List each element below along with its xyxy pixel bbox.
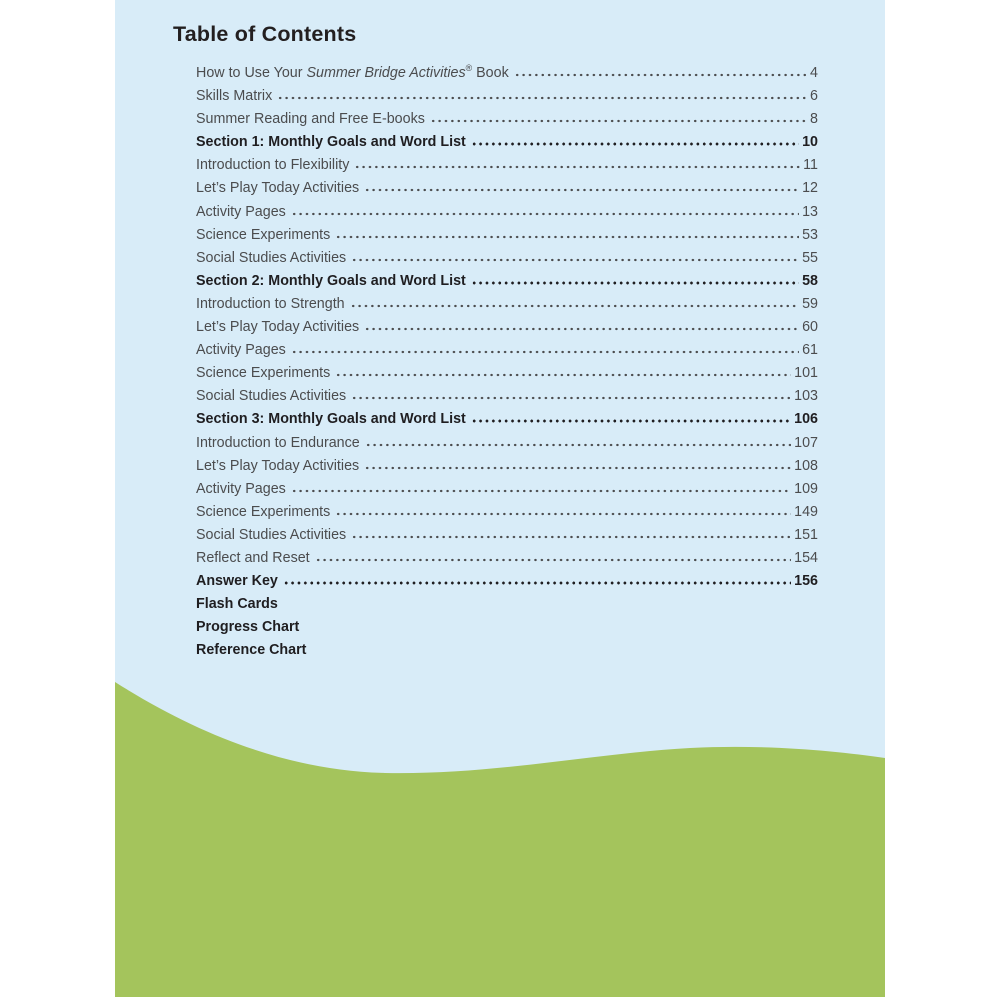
toc-entry-label: Introduction to Endurance (196, 434, 360, 451)
dot-leader (351, 396, 791, 400)
toc-entry-page: 151 (794, 526, 818, 543)
toc-entry (196, 247, 818, 270)
dot-leader (350, 304, 799, 308)
dot-leader (335, 235, 799, 239)
grass-wave-graphic (115, 677, 885, 997)
toc-entry (196, 316, 818, 339)
dot-leader (335, 373, 791, 377)
dot-leader (277, 96, 807, 100)
toc-entry (196, 62, 818, 85)
toc-entry-label: Answer Key (196, 573, 278, 590)
toc-entry-label: Activity Pages (196, 480, 286, 497)
toc-entry-page: 10 (802, 134, 818, 151)
dot-leader (365, 443, 791, 447)
toc-entry (196, 108, 818, 131)
toc-entry-page: 109 (794, 480, 818, 497)
toc-entry-label: How to Use Your Summer Bridge Activities® Book (196, 63, 509, 81)
toc-entry-page: 149 (794, 503, 818, 520)
dot-leader (351, 535, 791, 539)
toc-entry-page: 53 (802, 226, 818, 243)
toc-entry-page: 103 (794, 388, 818, 405)
toc-entry (196, 85, 818, 108)
toc-entry-page: 59 (802, 295, 818, 312)
toc-entry-label: Flash Cards (196, 596, 278, 613)
toc-entry (196, 385, 818, 408)
toc-list (196, 62, 818, 662)
toc-entry-page: 58 (802, 272, 818, 289)
toc-entry-label: Social Studies Activities (196, 388, 347, 405)
toc-entry (196, 362, 818, 385)
toc-entry-page: 6 (810, 88, 818, 105)
toc-entry-label: Let’s Play Today Activities (196, 457, 360, 474)
toc-entry (196, 455, 818, 478)
toc-entry-page: 12 (802, 180, 818, 197)
toc-entry-label: Science Experiments (196, 226, 331, 243)
book-page (115, 0, 885, 997)
dot-leader (471, 142, 799, 146)
toc-entry-label: Introduction to Strength (196, 295, 345, 312)
toc-entry-page: 8 (810, 111, 818, 128)
toc-entry (196, 408, 818, 431)
dot-leader (291, 489, 791, 493)
toc-entry-page: 108 (794, 457, 818, 474)
registered-trademark-symbol: ® (465, 63, 473, 74)
toc-entry (196, 639, 818, 662)
toc-entry-label: Activity Pages (196, 342, 286, 359)
toc-entry-label: Science Experiments (196, 365, 331, 382)
toc-entry-page: 55 (802, 249, 818, 266)
dot-leader (291, 212, 799, 216)
toc-entry-page: 101 (794, 365, 818, 382)
dot-leader (315, 558, 791, 562)
toc-entry (196, 432, 818, 455)
toc-entry (196, 524, 818, 547)
toc-entry (196, 501, 818, 524)
toc-entry-label: Skills Matrix (196, 88, 273, 105)
toc-entry (196, 201, 818, 224)
dot-leader (364, 188, 799, 192)
toc-entry (196, 547, 818, 570)
dot-leader (471, 281, 799, 285)
toc-entry-page: 154 (794, 549, 818, 566)
toc-entry-page: 156 (794, 573, 818, 590)
toc-entry-page: 107 (794, 434, 818, 451)
toc-entry (196, 616, 818, 639)
toc-entry (196, 593, 818, 616)
dot-leader (364, 327, 799, 331)
toc-entry-label: Reference Chart (196, 642, 307, 659)
toc-entry-label: Reflect and Reset (196, 549, 310, 566)
toc-entry (196, 293, 818, 316)
toc-entry-label: Let’s Play Today Activities (196, 319, 360, 336)
dot-leader (514, 73, 807, 77)
toc-entry (196, 478, 818, 501)
toc-entry-label: Section 2: Monthly Goals and Word List (196, 272, 466, 289)
dot-leader (291, 350, 799, 354)
toc-entry (196, 270, 818, 293)
toc-entry (196, 339, 818, 362)
dot-leader (354, 165, 800, 169)
toc-entry (196, 131, 818, 154)
page-title: Table of Contents (173, 22, 357, 46)
toc-entry-label: Progress Chart (196, 619, 300, 636)
toc-entry-label: Social Studies Activities (196, 249, 347, 266)
toc-entry-page: 60 (802, 319, 818, 336)
dot-leader (471, 419, 791, 423)
toc-entry-label: Science Experiments (196, 503, 331, 520)
grass-wave-shape (115, 682, 885, 997)
toc-entry (196, 570, 818, 593)
toc-entry-page: 4 (810, 65, 818, 81)
toc-entry-label: Section 1: Monthly Goals and Word List (196, 134, 466, 151)
toc-entry-label: Section 3: Monthly Goals and Word List (196, 411, 466, 428)
toc-entry-page: 61 (802, 342, 818, 359)
toc-entry-label: Summer Reading and Free E-books (196, 111, 425, 128)
dot-leader (364, 466, 791, 470)
dot-leader (351, 258, 799, 262)
toc-entry (196, 177, 818, 200)
dot-leader (430, 119, 807, 123)
toc-entry-label: Introduction to Flexibility (196, 157, 350, 174)
toc-entry-label: Social Studies Activities (196, 526, 347, 543)
toc-entry-page: 11 (803, 157, 818, 174)
toc-entry (196, 154, 818, 177)
toc-entry-page: 106 (794, 411, 818, 428)
dot-leader (335, 512, 791, 516)
toc-entry-label: Activity Pages (196, 203, 286, 220)
toc-entry-page: 13 (802, 203, 818, 220)
dot-leader (283, 581, 791, 585)
toc-entry (196, 224, 818, 247)
toc-entry-label: Let’s Play Today Activities (196, 180, 360, 197)
